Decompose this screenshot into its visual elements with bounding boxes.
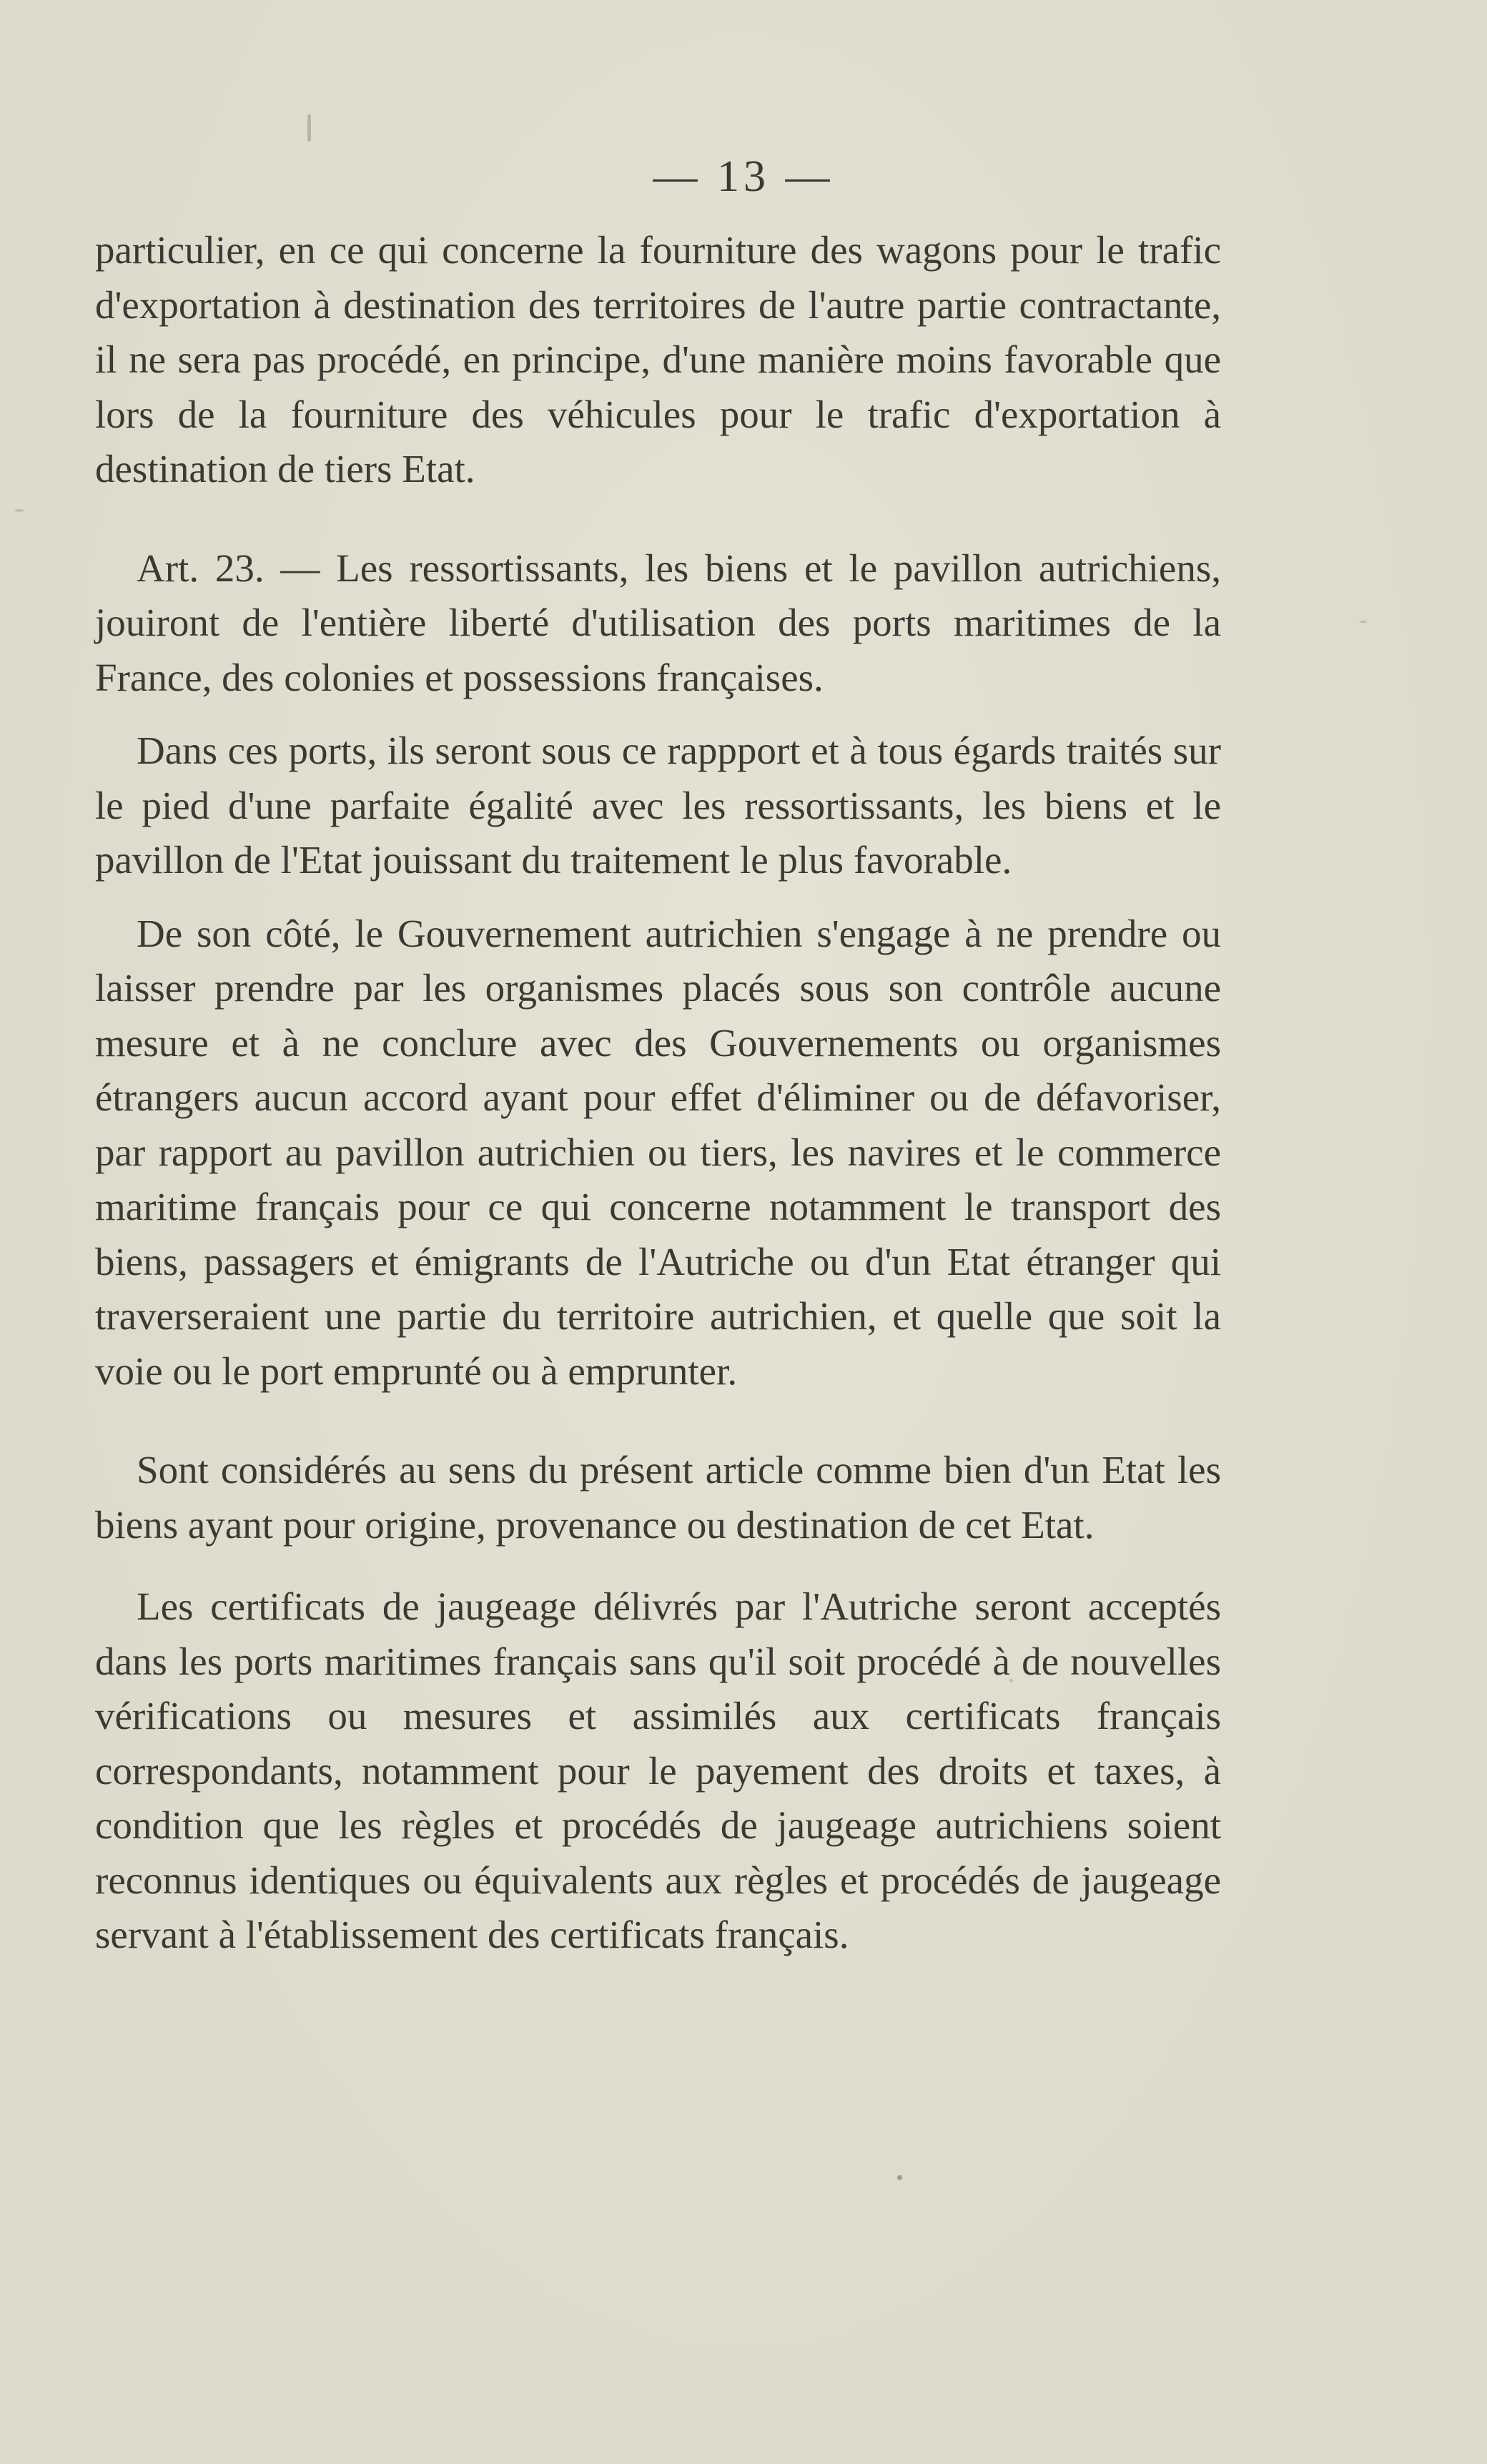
paragraph-continuation: particulier, en ce qui concerne la fourniture des wagons pour le trafic d'exportation à destination des territoires de l'autre partie contractante, il ne sera pas procédé, en principe, d'une manière moins favorable que lors de la fourniture des véhicules pour le trafic d'exportation à destination de tiers Etat. [95,228,1221,491]
paper-speck [1009,1679,1013,1682]
paragraph-gouvernement: De son côté, le Gouvernement autrichien s'engage à ne prendre ou laisser prendre par les organismes placés sous son contrôle aucune mesure et à ne conclure avec des Gouvernements ou organismes étrangers aucun accord ayant pour effet d'éliminer ou de défavoriser, par rapport au pavillon autrichien ou tiers, les navires et le commerce maritime français pour ce qui concerne notamment le transport des biens, passagers et émigrants de l'Autriche ou d'un Etat étranger qui traverseraient une partie du territoire autrichien, et quelle que soit la voie ou le port emprunté ou à emprunter. [95,911,1221,1393]
paper-speck [14,509,24,512]
paper-speck [1360,621,1367,623]
body-text [95,223,1221,1963]
paragraph-certificats: Les certificats de jaugeage délivrés par l'Autriche seront acceptés dans les ports maritimes français sans qu'il soit procédé à de nouvelles vérifications ou mesures et assimilés aux certificats français correspondants, notamment pour le payement des droits et taxes, à condition que les règles et procédés de jaugeage autrichiens soient reconnus identiques ou équivalents aux règles et procédés de jaugeage servant à l'établissement des certificats français. [95,1585,1221,1956]
paragraph-consideres: Sont considérés au sens du présent article comme bien d'un Etat les biens ayant pour origine, provenance ou destination de cet Etat. [95,1448,1221,1547]
paragraph-ports: Dans ces ports, ils seront sous ce rappport et à tous égards traités sur le pied d'une parfaite égalité avec les ressortissants, les biens et le pavillon de l'Etat jouissant du traitement le plus favorable. [95,729,1221,882]
paper-speck [897,2175,902,2180]
page-number: — 13 — [653,152,834,201]
paragraph-article-23: Art. 23. — Les ressortissants, les biens et le pavillon autrichiens, jouiront de l'entière liberté d'utilisation des ports maritimes de la France, des colonies et possessions françaises. [95,546,1221,699]
paper-speck [307,114,311,142]
